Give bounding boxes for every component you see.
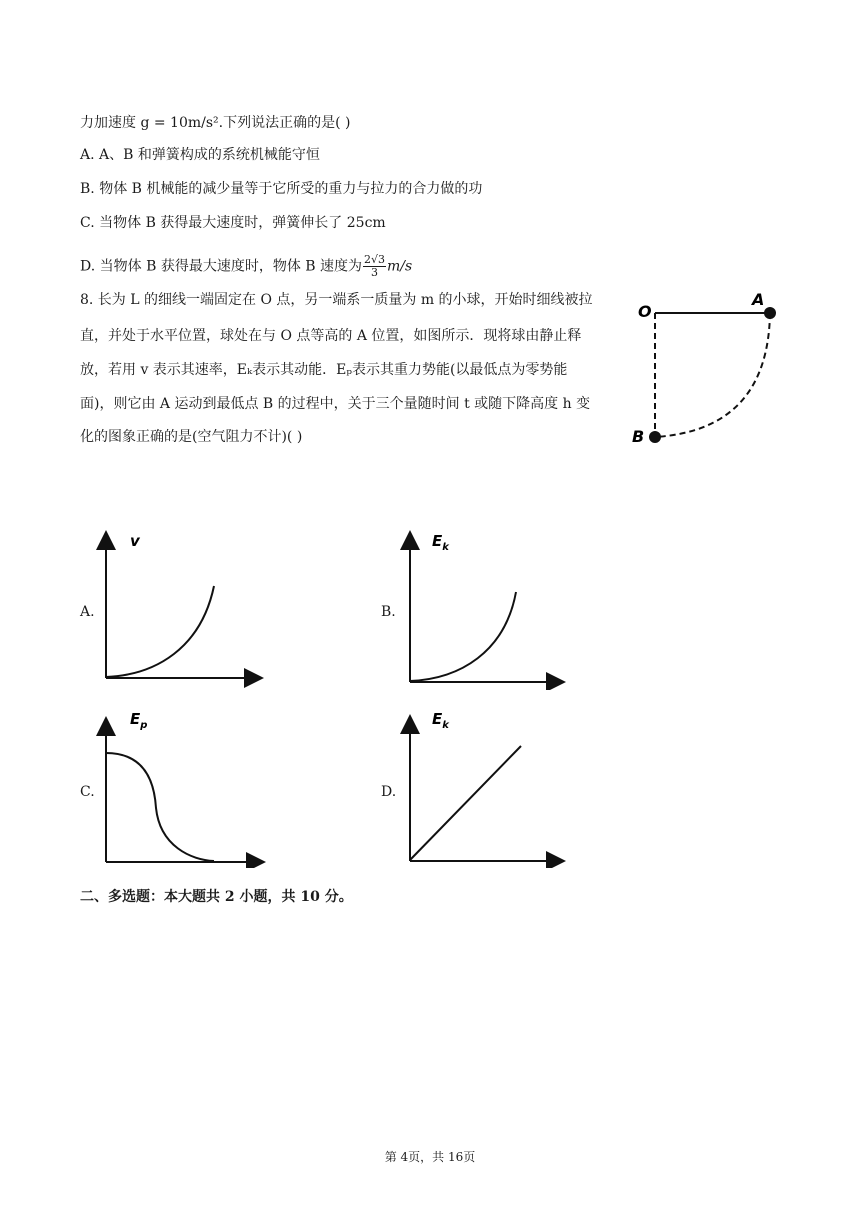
curve	[106, 753, 214, 861]
graph-a-letter: A.	[80, 604, 95, 620]
graph-d-letter: D.	[381, 784, 397, 800]
y-label: $E_p$	[130, 710, 148, 731]
label-o: O	[638, 302, 652, 321]
q7-option-d-text: D. 当物体 B 获得最大速度时，物体 B 速度为	[80, 258, 363, 275]
section-heading: 二、多选题：本大题共 2 小题，共 10 分。	[80, 889, 353, 905]
q7-option-b: B. 物体 B 机械能的减少量等于它所受的重力与拉力的合力做的功	[80, 181, 483, 197]
graph-b	[400, 530, 570, 690]
ball-b	[649, 431, 661, 443]
q8-line-1: 8. 长为 L 的细线一端固定在 O 点，另一端系一质量为 m 的小球，开始时细线被拉	[80, 292, 593, 308]
line	[410, 746, 521, 860]
y-label: $E_k$	[432, 710, 449, 731]
fraction-unit: m/s	[387, 258, 413, 275]
q7-option-c: C. 当物体 B 获得最大速度时，弹簧伸长了 25cm	[80, 215, 386, 231]
q8-line-5: 化的图象正确的是(空气阻力不计)( )	[80, 429, 303, 445]
fraction	[363, 254, 386, 279]
label-a: A	[752, 290, 765, 309]
graph-b-letter: B.	[381, 604, 396, 620]
q7-option-a: A. A、B 和弹簧构成的系统机械能守恒	[80, 147, 320, 163]
graph-d	[400, 708, 570, 868]
graph-c-letter: C.	[80, 784, 95, 800]
fraction-numerator: 2√3	[364, 253, 386, 266]
q8-line-4: 面)，则它由 A 运动到最低点 B 的过程中，关于三个量随时间 t 或随下降高度 h 变	[80, 396, 591, 412]
page-footer: 第 4页，共 16页	[384, 1150, 476, 1164]
q8-line-3: 放，若用 v 表示其速率，Eₖ表示其动能．Eₚ表示其重力势能(以最低点为零势能	[80, 362, 568, 378]
fraction-denominator: 3	[371, 266, 379, 279]
ball-a	[764, 307, 776, 319]
y-label: v	[130, 532, 140, 550]
pendulum-diagram	[628, 285, 788, 455]
label-b: B	[632, 427, 645, 446]
q7-stem-tail: 力加速度 g = 10m/s².下列说法正确的是( )	[80, 115, 351, 131]
q8-line-2: 直，并处于水平位置，球处在与 O 点等高的 A 位置，如图所示．现将球由静止释	[80, 328, 582, 344]
curve	[410, 592, 516, 681]
graph-c	[96, 708, 266, 868]
graph-a	[96, 530, 266, 690]
y-label: $E_k$	[432, 532, 449, 553]
curve	[106, 586, 214, 677]
swing-arc	[655, 313, 770, 437]
q7-option-d	[80, 254, 412, 279]
